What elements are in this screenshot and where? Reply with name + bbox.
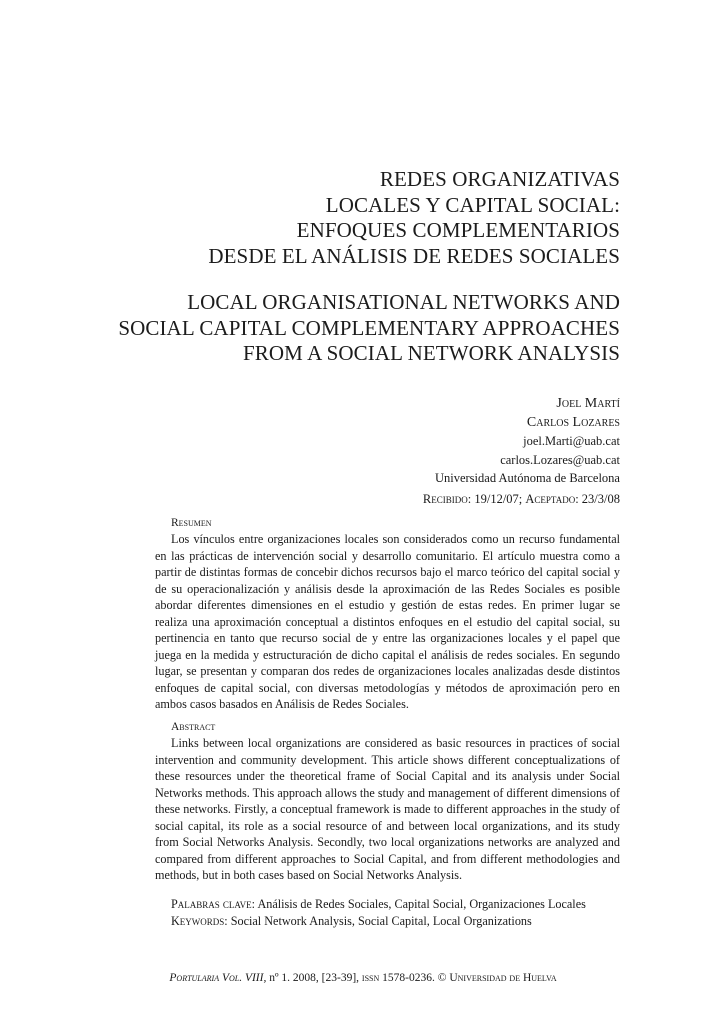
received-label: Recibido: xyxy=(422,492,472,506)
keywords-en-text: Social Network Analysis, Social Capital, Local Organizations xyxy=(230,914,532,928)
author-name: Joel Martí xyxy=(556,396,620,411)
title-es-line: DESDE EL ANÁLISIS DE REDES SOCIALES xyxy=(208,243,620,268)
keywords-en xyxy=(171,913,621,930)
footer-journal: Portularia Vol. VIII, xyxy=(169,972,267,984)
english-title xyxy=(118,290,620,367)
abstract-text: Links between local organizations are considered as basic resources in practices of social intervention and community development. This article shows different conceptualizations of these resources under the theoretical frame of Social Capital and its analysis under Social Networks methods. This approach allows the study and management of different dimensions of these networks. Firstly, a conceptual framework is made to different approaches in the study of social capital, its role as a social resource of and between local organizations, and its study from Social Networks Analysis. Secondly, two local organizations networks are analyzed and compared from different approaches to Social Capital, and from different methodologies and methods, but in both cases based on Social Networks Analysis. xyxy=(155,736,620,882)
received-date: 19/12/07; xyxy=(474,492,523,506)
abstract-section xyxy=(155,719,620,884)
accepted-date: 23/3/08 xyxy=(581,492,620,506)
resumen-section xyxy=(155,515,620,713)
keywords-block xyxy=(171,896,621,930)
article-dates xyxy=(423,492,620,507)
author-affiliation: Universidad Autónoma de Barcelona xyxy=(434,471,620,485)
title-en-line: LOCAL ORGANISATIONAL NETWORKS AND xyxy=(187,290,620,314)
author-block xyxy=(435,394,620,488)
author-email[interactable]: joel.Marti@uab.cat xyxy=(523,434,620,448)
keywords-en-label: Keywords: xyxy=(171,914,228,928)
keywords-es-label: Palabras clave: xyxy=(171,897,256,911)
resumen-text: Los vínculos entre organizaciones locales son considerados como un recurso fundamental en las prácticas de intervención social y desarrollo comunitario. El artículo muestra como a partir de distintas formas de concebir dichos recursos bajo el marco teórico del capital social y de su operacionalización y análisis desde la aproximación de las Redes Sociales es posible abordar diferentes dimensiones en el estudio y gestión de estas redes. En primer lugar se realiza una aproximación conceptual a distintos enfoques en el estudio del capital social, su pertinencia en tanto que recurso social de y entre las organizaciones locales y el papel que juega en la medida y estructuración de dicho capital el análisis de redes sociales. En segundo lugar, se presentan y comparan dos redes de organizaciones locales analizadas desde distintos enfoques de capital social, con diversas metodologías y métodos de aproximación pero en ambos casos basados en Análisis de Redes Sociales. xyxy=(155,532,620,711)
author-email[interactable]: carlos.Lozares@uab.cat xyxy=(500,452,620,467)
footer-issn-label: issn xyxy=(361,972,380,984)
author-name: Carlos Lozares xyxy=(526,415,620,430)
resumen-heading: Resumen xyxy=(171,517,212,529)
spanish-title xyxy=(208,167,620,269)
keywords-es-text: Análisis de Redes Sociales, Capital Social, Organizaciones Locales xyxy=(257,897,586,911)
footer-issn: 1578-0236. © xyxy=(382,972,447,984)
title-es-line: LOCALES Y CAPITAL SOCIAL: xyxy=(325,192,620,217)
accepted-label: Aceptado: xyxy=(525,492,579,506)
footer-publisher: Universidad de Huelva xyxy=(449,972,557,984)
title-es-line: ENFOQUES COMPLEMENTARIOS xyxy=(296,218,620,242)
page-footer xyxy=(0,972,726,984)
footer-issue: nº 1. 2008, [23-39], xyxy=(269,972,360,984)
title-en-line: SOCIAL CAPITAL COMPLEMENTARY APPROACHES xyxy=(118,315,620,340)
abstract-heading: Abstract xyxy=(171,721,216,733)
title-es-line: REDES ORGANIZATIVAS xyxy=(379,167,620,191)
keywords-es xyxy=(171,896,621,913)
title-en-line: FROM A SOCIAL NETWORK ANALYSIS xyxy=(243,341,620,365)
